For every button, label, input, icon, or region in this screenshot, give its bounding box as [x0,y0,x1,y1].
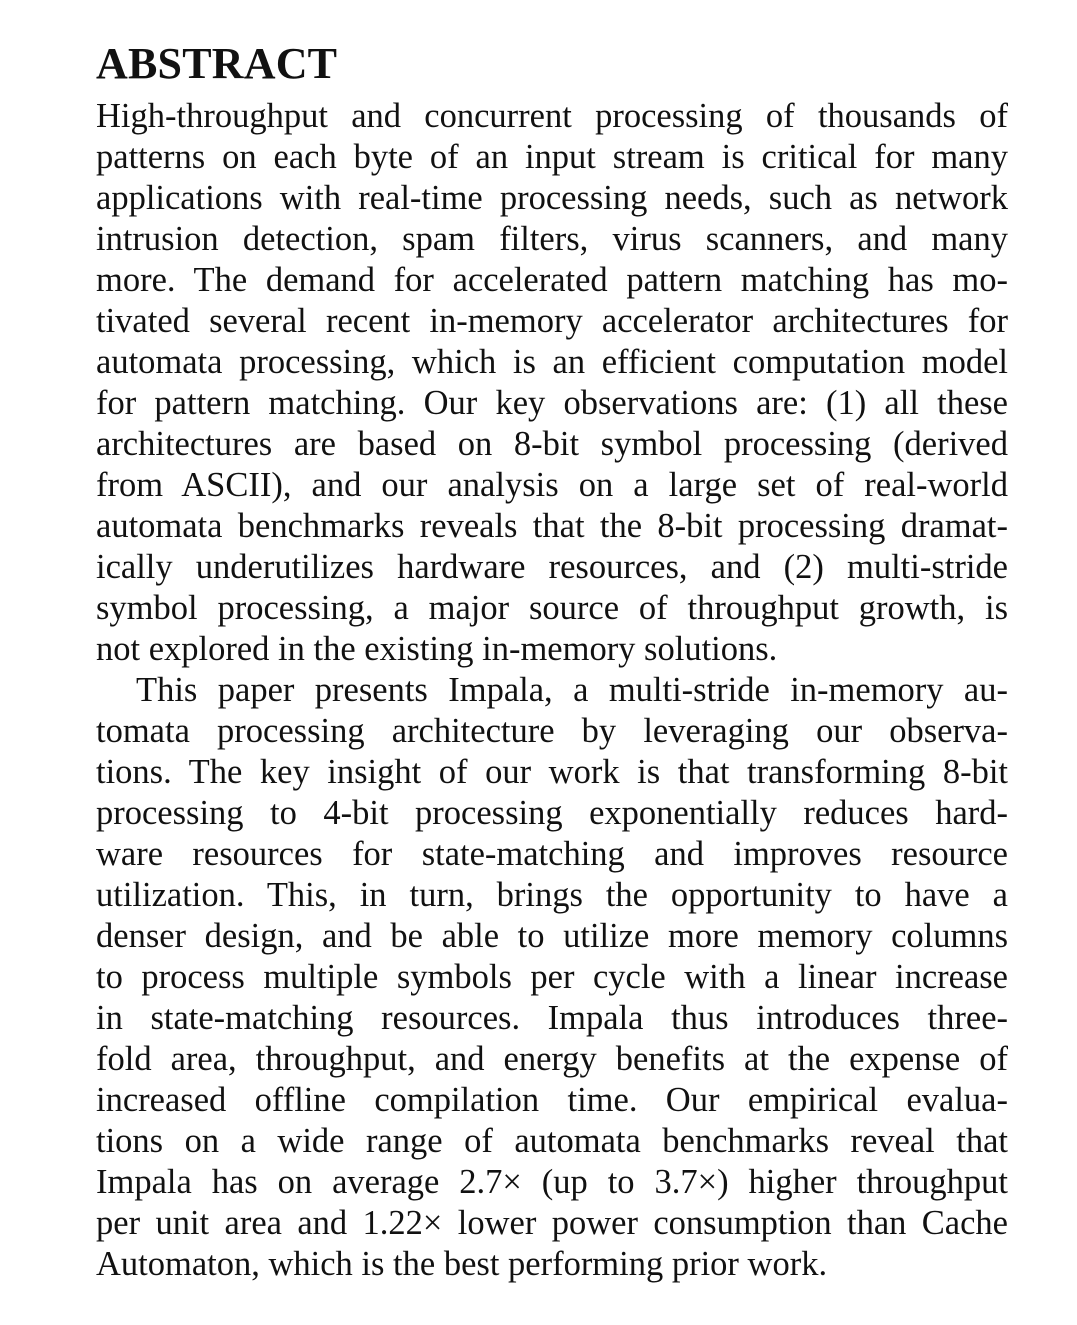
abstract-section [96,38,1008,1285]
text-line: ically underutilizes hardware resources, and (2) multi-stride [96,548,1008,586]
text-line: processing to 4-bit processing exponentially reduces hard- [96,794,1008,832]
text-line: tions on a wide range of automata benchmarks reveal that [96,1122,1008,1160]
text-line: intrusion detection, spam filters, virus scanners, and many [96,220,1008,258]
text-line: Automaton, which is the best performing prior work. [96,1245,828,1283]
section-heading: ABSTRACT [96,39,338,88]
abstract-paragraph-1 [96,96,1008,670]
text-line: for pattern matching. Our key observations are: (1) all these [96,384,1008,422]
text-line: not explored in the existing in-memory solutions. [96,630,778,668]
text-line: fold area, throughput, and energy benefits at the expense of [96,1040,1008,1078]
text-line: in state-matching resources. Impala thus introduces three- [96,999,1008,1037]
text-line: High-throughput and concurrent processing of thousands of [96,97,1008,135]
text-line: Impala has on average 2.7× (up to 3.7×) higher throughput [96,1163,1008,1201]
text-line: tivated several recent in-memory accelerator architectures for [96,302,1008,340]
text-line: symbol processing, a major source of throughput growth, is [96,589,1008,627]
text-line: automata processing, which is an efficient computation model [96,343,1008,381]
text-line: applications with real-time processing needs, such as network [96,179,1008,217]
text-line: utilization. This, in turn, brings the opportunity to have a [96,876,1008,914]
text-line: to process multiple symbols per cycle with a linear increase [96,958,1008,996]
text-line: tions. The key insight of our work is that transforming 8-bit [96,753,1008,791]
text-line: tomata processing architecture by leveraging our observa- [96,712,1008,750]
text-line: from ASCII), and our analysis on a large set of real-world [96,466,1008,504]
text-line: architectures are based on 8-bit symbol processing (derived [96,425,1008,463]
text-line: patterns on each byte of an input stream is critical for many [96,138,1008,176]
text-line: This paper presents Impala, a multi-stride in-memory au- [136,671,1008,709]
text-line: per unit area and 1.22× lower power consumption than Cache [96,1204,1008,1242]
abstract-paragraph-2 [96,670,1008,1285]
text-line: ware resources for state-matching and improves resource [96,835,1008,873]
text-line: more. The demand for accelerated pattern matching has mo- [96,261,1008,299]
text-line: denser design, and be able to utilize more memory columns [96,917,1008,955]
text-line: automata benchmarks reveals that the 8-bit processing dramat- [96,507,1008,545]
text-line: increased offline compilation time. Our empirical evalua- [96,1081,1008,1119]
